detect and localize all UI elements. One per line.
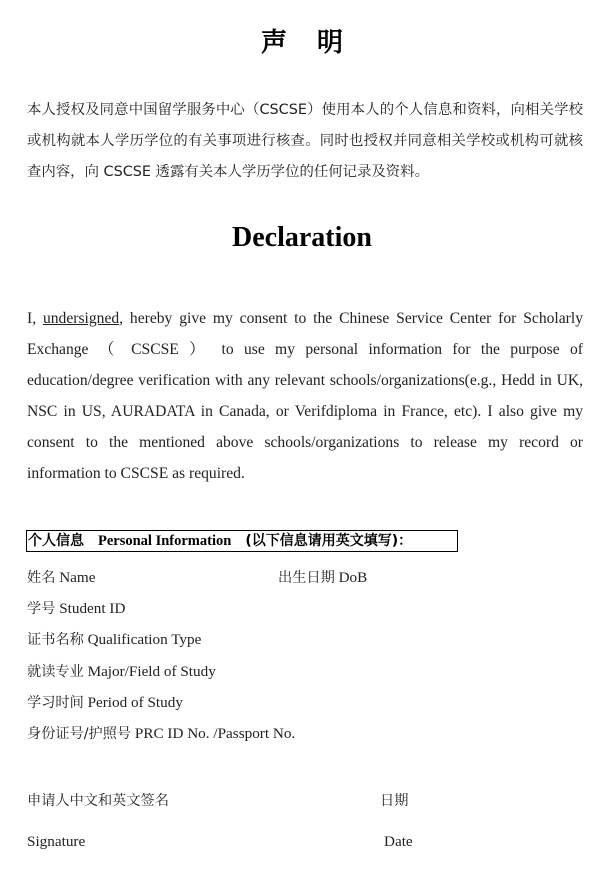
english-title: Declaration [232,222,372,253]
name-label-en: Name [59,569,96,586]
signature-label-en: Signature [27,833,86,850]
personal-info-header-cn: 个人信息 [28,533,84,549]
qualification-label-cn: 证书名称 [27,632,84,648]
chinese-declaration-body: 本人授权及同意中国留学服务中心（CSCSE）使用本人的个人信息和资料，向相关学校或机构就本人学历学位的有关事项进行核查。同时也授权并同意相关学校或机构可就核查内容，向 CSCSE 透露有关本人学历学位的任何记录及资料。 [27,102,583,180]
dob-label-en: DoB [338,569,368,586]
major-label-en: Major/Field of Study [87,663,216,680]
personal-info-header-note: (以下信息请用英文填写)： [245,533,413,549]
major-field [27,661,216,681]
undersigned-text: undersigned [42,310,120,327]
name-field [27,567,95,587]
id-passport-field [27,723,295,743]
english-declaration-body [27,303,583,489]
period-label-en: Period of Study [87,694,183,711]
dob-field [278,567,367,587]
chinese-title: 声明 [260,28,373,58]
qualification-field [27,629,201,649]
id-label-en: PRC ID No. /Passport No. [134,725,296,742]
signature-label-cn: 申请人中文和英文签名 [27,793,169,809]
date-label-cn: 日期 [380,793,409,809]
body-rest: , hereby give my consent to the Chinese Service Center for Scholarly Exchange （ CSCSE ） to use my personal information for the purpose of education/degree verification with any relevant schools/organizations(e.g., Hedd in UK, NSC in US, AURADATA in Canada, or Verifdiploma in France, etc). I also give my consent to the mentioned above schools/organizations to release my record or information to CSCSE as required. [27,310,583,482]
period-label-cn: 学习时间 [27,695,84,711]
name-label-cn: 姓名 [27,570,56,586]
personal-info-header [26,530,458,552]
period-field [27,692,183,712]
id-label-cn: 身份证号/护照号 [27,726,132,742]
date-label-en: Date [384,833,413,850]
major-label-cn: 就读专业 [27,664,84,680]
student-id-field [27,598,125,618]
body-prefix: I, [27,310,43,327]
personal-info-header-en: Personal Information [98,533,232,549]
student-id-label-en: Student ID [59,600,126,617]
qualification-label-en: Qualification Type [87,631,202,648]
dob-label-cn: 出生日期 [278,570,335,586]
student-id-label-cn: 学号 [27,601,56,617]
